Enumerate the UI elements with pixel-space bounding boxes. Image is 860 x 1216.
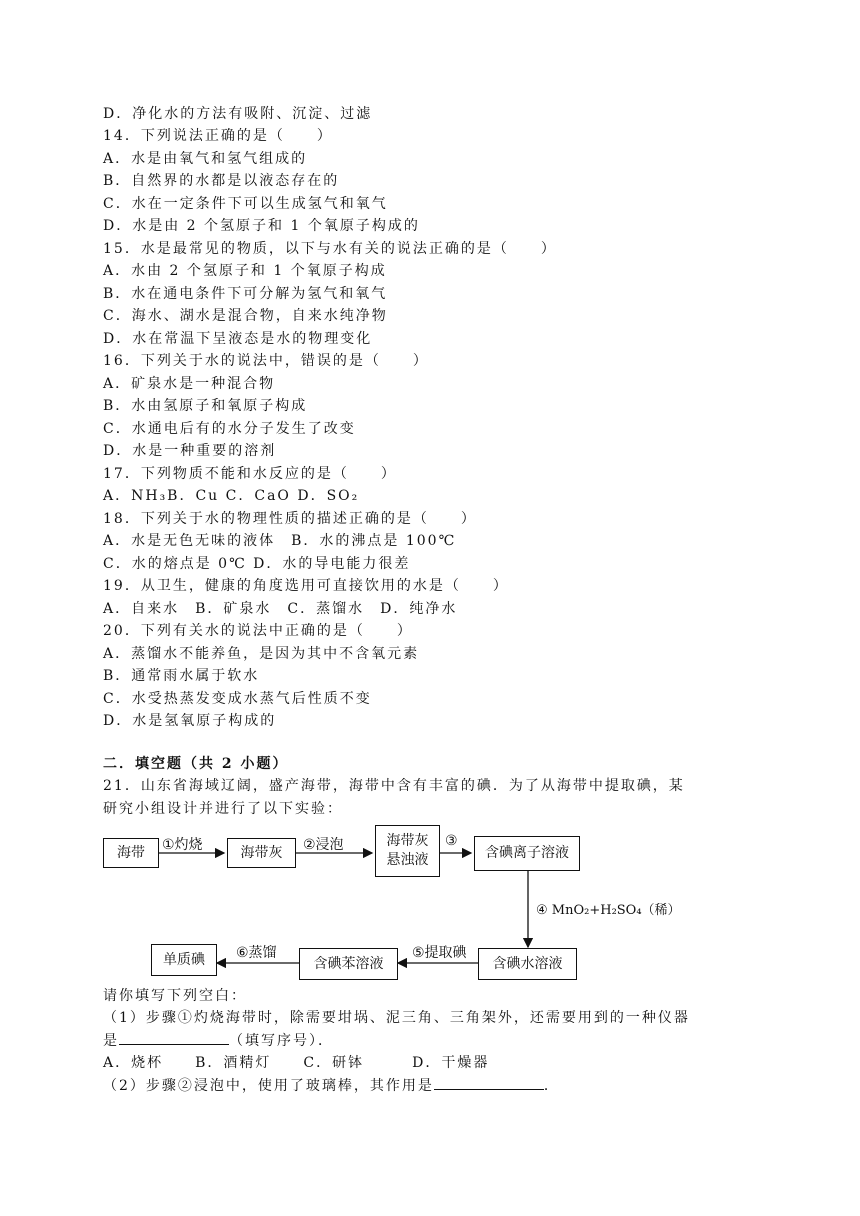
answer-blank-1[interactable] xyxy=(119,1030,229,1045)
subquestion-1-suffix: （填写序号）． xyxy=(229,1033,334,1049)
question-16: 16．下列关于水的说法中，错误的是（ ） xyxy=(103,353,429,369)
section-heading: 二．填空题（共 2 小题） xyxy=(103,756,289,772)
option-line: B．通常雨水属于软水 xyxy=(103,668,260,684)
question-20: 20．下列有关水的说法中正确的是（ ） xyxy=(103,623,413,639)
box-shuirongye: 含碘水溶液 xyxy=(478,948,577,980)
box-xuanzhuo-line2: 悬浊液 xyxy=(386,852,429,868)
answer-blank-2[interactable] xyxy=(434,1075,544,1090)
option-line: A．NH₃B．Cu C．CaO D．SO₂ xyxy=(103,488,360,504)
box-benrongye: 含碘苯溶液 xyxy=(299,948,398,980)
subquestion-1-options: A．烧杯 B．酒精灯 C．研钵 D．干燥器 xyxy=(103,1055,490,1071)
box-danzhi: 单质碘 xyxy=(151,944,217,976)
question-19: 19．从卫生，健康的角度选用可直接饮用的水是（ ） xyxy=(103,578,509,594)
box-lizi: 含碘离子溶液 xyxy=(474,836,580,871)
prompt-text: 请你填写下列空白： xyxy=(103,988,247,1004)
question-14: 14．下列说法正确的是（ ） xyxy=(103,128,333,144)
step-4-label: ④ MnO₂+H₂SO₄（稀） xyxy=(536,903,681,918)
box-haidaihui: 海带灰 xyxy=(227,838,296,868)
option-line: B．自然界的水都是以液态存在的 xyxy=(103,173,340,189)
option-line: D．水是一种重要的溶剂 xyxy=(103,443,277,459)
text-line: D．净化水的方法有吸附、沉淀、过滤 xyxy=(103,106,373,122)
subquestion-2-prefix: （2）步骤②浸泡中，使用了玻璃棒，其作用是 xyxy=(103,1078,434,1094)
box-xuanzhuo-line1: 海带灰 xyxy=(386,833,429,849)
option-line: C．海水、湖水是混合物，自来水纯净物 xyxy=(103,308,388,324)
option-line: B．水在通电条件下可分解为氢气和氧气 xyxy=(103,286,388,302)
box-haidai: 海带 xyxy=(103,838,159,868)
option-line: A．水由 2 个氢原子和 1 个氧原子构成 xyxy=(103,263,387,279)
step-1-label: ①灼烧 xyxy=(162,837,203,853)
question-21-cont: 研究小组设计并进行了以下实验： xyxy=(103,801,343,817)
option-line: A．自来水 B．矿泉水 C．蒸馏水 D．纯净水 xyxy=(103,601,458,617)
box-xuanzhuo xyxy=(375,825,440,877)
question-18: 18．下列关于水的物理性质的描述正确的是（ ） xyxy=(103,511,477,527)
option-line: A．蒸馏水不能养鱼，是因为其中不含氧元素 xyxy=(103,646,420,662)
step-3-label: ③ xyxy=(445,833,458,849)
option-line: D．水在常温下呈液态是水的物理变化 xyxy=(103,331,373,347)
option-line: B．水由氢原子和氧原子构成 xyxy=(103,398,308,414)
subquestion-1-cont xyxy=(103,1030,334,1052)
question-15: 15．水是最常见的物质，以下与水有关的说法正确的是（ ） xyxy=(103,241,557,257)
subquestion-1: （1）步骤①灼烧海带时，除需要坩埚、泥三角、三角架外，还需要用到的一种仪器 xyxy=(103,1010,690,1026)
question-17: 17．下列物质不能和水反应的是（ ） xyxy=(103,466,397,482)
option-line: C．水通电后有的水分子发生了改变 xyxy=(103,421,356,437)
option-line: C．水的熔点是 0℃ D．水的导电能力很差 xyxy=(103,556,411,572)
option-line: D．水是由 2 个氢原子和 1 个氧原子构成的 xyxy=(103,218,420,234)
subquestion-2 xyxy=(103,1075,560,1097)
option-line: D．水是氢氧原子构成的 xyxy=(103,713,277,729)
subquestion-1-prefix: 是 xyxy=(103,1033,119,1049)
step-6-label: ⑥蒸馏 xyxy=(236,945,277,961)
step-5-label: ⑤提取碘 xyxy=(412,945,467,961)
subquestion-2-suffix: ． xyxy=(543,1078,560,1094)
option-line: C．水在一定条件下可以生成氢气和氧气 xyxy=(103,196,388,212)
option-line: A．水是无色无味的液体 B．水的沸点是 100℃ xyxy=(103,533,457,549)
option-line: A．水是由氧气和氢气组成的 xyxy=(103,151,308,167)
option-line: C．水受热蒸发变成水蒸气后性质不变 xyxy=(103,691,372,707)
step-2-label: ②浸泡 xyxy=(303,837,344,853)
question-21: 21．山东省海域辽阔，盛产海带，海带中含有丰富的碘．为了从海带中提取碘，某 xyxy=(103,778,685,794)
option-line: A．矿泉水是一种混合物 xyxy=(103,376,276,392)
